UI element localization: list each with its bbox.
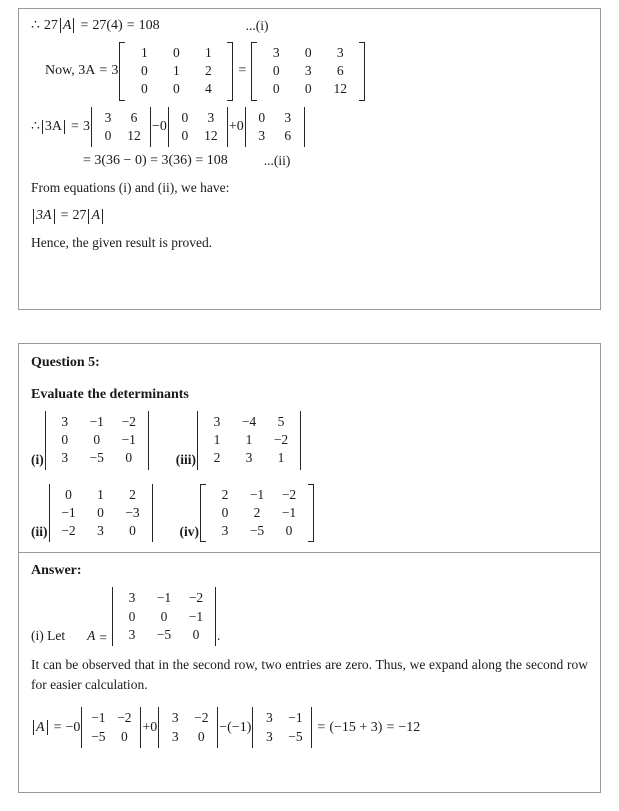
- matrix-cell: 0: [140, 81, 148, 97]
- matrix-row: [116, 626, 212, 644]
- matrix-row: [95, 109, 147, 127]
- equation-tag-ii: ...(ii): [263, 153, 291, 169]
- matrix-cell: −1: [91, 710, 106, 726]
- let-A-equation: [31, 587, 588, 646]
- matrix-cell: 1: [172, 63, 180, 79]
- matrix-cell: 1: [204, 45, 212, 60]
- matrix-row: [209, 486, 305, 504]
- minor-3: [245, 107, 305, 147]
- matrix-row: [260, 80, 356, 98]
- matrix-cell: −1: [89, 414, 104, 429]
- matrix-cell: 0: [272, 81, 280, 97]
- matrix-row: [128, 62, 224, 80]
- matrix-cell: 3: [245, 450, 253, 466]
- matrix-row: [49, 413, 145, 431]
- bracketed-result: (−15 + 3): [329, 719, 383, 735]
- minor-2: [168, 107, 228, 147]
- matrix-cell: 0: [221, 504, 229, 520]
- determinant-bar-right: [148, 411, 149, 470]
- answer-title: Answer:: [31, 563, 82, 579]
- matrix-cell: 0: [258, 109, 266, 125]
- matrix-rows: [46, 411, 148, 470]
- matrix-cell: 3: [272, 45, 280, 60]
- equation-det-3A: [31, 107, 588, 147]
- matrix-rows: [169, 107, 227, 147]
- matrix-A: [119, 42, 233, 101]
- matrix-row: [172, 109, 224, 127]
- matrix-cell: 3: [171, 728, 179, 744]
- matrix-cell: 0: [192, 626, 200, 642]
- matrix-cell: −2: [194, 710, 209, 726]
- matrix-cell: 0: [304, 81, 312, 97]
- matrix-cell: 0: [128, 608, 136, 624]
- determinant-label-iii: (iii): [175, 451, 196, 467]
- matrix-cell: −5: [91, 728, 106, 744]
- matrix-3A: [251, 42, 365, 101]
- matrix-cell: 1: [277, 450, 285, 466]
- matrix-cell: 0: [304, 45, 312, 60]
- final-minor-2: [158, 707, 218, 747]
- therefore-symbol: ∴: [31, 18, 40, 33]
- determinant-bar-right: [150, 107, 151, 147]
- matrix-cell: 3: [61, 414, 69, 429]
- matrix-cell: 0: [129, 523, 136, 539]
- term1-coefficient: 3: [82, 118, 90, 134]
- matrix-cell: −5: [288, 728, 303, 744]
- term3-sign: +0: [228, 118, 244, 134]
- matrix-A-answer: [112, 587, 216, 646]
- matrix-cell: 2: [213, 450, 221, 466]
- matrix-cell: 0: [181, 109, 189, 125]
- equals-det: =: [71, 118, 79, 134]
- matrix-row: [128, 80, 224, 98]
- determinant-i: [45, 411, 149, 470]
- matrix-row: [209, 522, 305, 540]
- matrix-cell: 0: [97, 504, 104, 520]
- equals-1: =: [80, 17, 89, 33]
- matrix-cell: −1: [61, 504, 76, 520]
- matrix-cell: 0: [140, 63, 148, 79]
- matrix-cell: −2: [273, 432, 289, 448]
- abs-A-final: A: [31, 720, 50, 736]
- matrix-cell: 0: [272, 63, 280, 79]
- matrix-cell: −5: [89, 450, 104, 466]
- matrix-rows: [198, 411, 300, 470]
- final-term2-sign: +0: [142, 719, 158, 735]
- matrix-row: [256, 728, 308, 746]
- determinant-bar-right: [304, 107, 305, 147]
- coefficient-27-b: 27: [72, 208, 87, 224]
- equals-3a-2: =: [238, 63, 247, 79]
- matrix-cell: −2: [188, 590, 204, 606]
- trailing-period: .: [216, 627, 221, 643]
- determinant-row-1: [31, 411, 588, 470]
- matrix-cell: 2: [221, 486, 229, 502]
- matrix-cell: 3: [207, 109, 215, 125]
- matrix-cell: −4: [241, 414, 257, 429]
- matrix-cell: 3: [104, 109, 112, 125]
- value-108: 108: [138, 17, 160, 33]
- bracket-right: [308, 484, 314, 543]
- final-determinant-equation: [31, 707, 588, 747]
- matrix-cell: −1: [288, 710, 303, 726]
- matrix-cell: 12: [127, 127, 141, 143]
- question-instruction: Evaluate the determinants: [31, 387, 189, 402]
- matrix-cell: 0: [104, 127, 112, 143]
- matrix-row: [260, 44, 356, 62]
- matrix-cell: −2: [117, 710, 132, 726]
- term2-sign: −0: [151, 118, 167, 134]
- matrix-row: [53, 486, 149, 504]
- question-block: [18, 343, 601, 793]
- equals-final: =: [53, 719, 62, 735]
- matrix-rows: [253, 707, 311, 747]
- matrix-cell: 3: [128, 626, 136, 642]
- determinant-ii: [49, 484, 153, 543]
- matrix-cell: 6: [284, 127, 292, 143]
- hence-text: Hence, the given result is proved.: [31, 235, 213, 251]
- equation-line-i: [31, 17, 588, 34]
- matrix-cell: 12: [333, 81, 347, 97]
- matrix-rows: [257, 42, 359, 101]
- matrix-cell: 2: [129, 486, 136, 502]
- matrix-cell: 2: [253, 504, 261, 520]
- final-minor-3: [252, 707, 312, 747]
- matrix-rows: [113, 587, 215, 646]
- final-result: −12: [398, 719, 421, 735]
- matrix-cell: 3: [266, 710, 273, 726]
- determinant-iii: [197, 411, 301, 470]
- matrix-row: [249, 127, 301, 145]
- observation-text: It can be observed that in the second row, two entries are zero. Thus, we expand along the second row for easier calculation.: [31, 656, 588, 693]
- determinant-bar-right: [152, 484, 153, 543]
- matrix-cell: −2: [61, 523, 76, 539]
- matrix-cell: 0: [285, 523, 293, 539]
- matrix-cell: 4: [204, 81, 212, 97]
- equals-final-2: =: [317, 719, 326, 735]
- determinant-label-i: (i): [31, 451, 44, 467]
- bracket-right: [359, 42, 365, 101]
- matrix-cell: −5: [156, 626, 172, 642]
- matrix-cell: −1: [156, 590, 172, 606]
- matrix-row: [85, 709, 137, 727]
- matrix-cell: 0: [197, 728, 205, 744]
- matrix-row: [260, 62, 356, 80]
- matrix-row: [201, 413, 297, 431]
- matrix-cell: 6: [130, 109, 138, 125]
- final-minor-1: [81, 707, 141, 747]
- matrix-cell: 1: [140, 45, 148, 60]
- determinant-label-ii: (ii): [31, 524, 48, 540]
- matrix-rows: [125, 42, 227, 101]
- abs-A-italic: A: [86, 208, 105, 224]
- matrix-row: [53, 504, 149, 522]
- matrix-cell: 6: [336, 63, 344, 79]
- equals-let: =: [99, 629, 107, 645]
- final-term1-sign: −0: [65, 719, 81, 735]
- bracket-right: [227, 42, 233, 101]
- matrix-cell: 0: [65, 486, 72, 502]
- matrix-cell: 0: [181, 127, 189, 143]
- equals-final-3: =: [386, 719, 395, 735]
- scalar-3: 3: [111, 63, 119, 79]
- matrix-cell: 3: [284, 109, 292, 125]
- equation-line-ii: [31, 153, 588, 169]
- matrix-rows: [246, 107, 304, 147]
- final-term3-sign: −(−1): [219, 719, 252, 735]
- matrix-row: [249, 109, 301, 127]
- matrix-row: [201, 431, 297, 449]
- matrix-cell: 0: [93, 432, 101, 448]
- abs-A: A: [58, 18, 77, 34]
- matrix-row: [85, 728, 137, 746]
- matrix-cell: 0: [160, 608, 168, 624]
- abs-3A: 3A: [40, 119, 67, 135]
- matrix-row: [53, 522, 149, 540]
- matrix-row: [172, 127, 224, 145]
- matrix-cell: 0: [61, 432, 69, 448]
- matrix-row: [116, 608, 212, 626]
- matrix-rows: [92, 107, 150, 147]
- determinant-bar-right: [227, 107, 228, 147]
- equals-3a-1: =: [99, 63, 108, 79]
- matrix-row: [49, 449, 145, 467]
- matrix-cell: −1: [249, 486, 265, 502]
- matrix-cell: 1: [213, 432, 221, 448]
- matrix-rows: [159, 707, 217, 747]
- matrix-cell: −3: [125, 504, 140, 520]
- matrix-cell: −2: [281, 486, 297, 502]
- matrix-row: [49, 431, 145, 449]
- matrix-row: [95, 127, 147, 145]
- matrix-cell: 0: [172, 45, 180, 60]
- matrix-cell: 1: [97, 486, 104, 502]
- matrix-cell: 1: [245, 432, 253, 448]
- therefore-symbol-2: ∴: [31, 119, 40, 135]
- proof-block: [18, 8, 601, 310]
- matrix-cell: 3: [128, 590, 136, 606]
- minor-1: [91, 107, 151, 147]
- equals-conclusion: =: [60, 208, 69, 224]
- matrix-rows: [82, 707, 140, 747]
- matrix-cell: −1: [121, 432, 136, 448]
- matrix-row: [162, 728, 214, 746]
- determinant-iv: [200, 484, 314, 543]
- matrix-cell: 0: [125, 450, 133, 466]
- matrix-cell: 3: [171, 710, 179, 726]
- matrix-cell: 3: [61, 450, 69, 466]
- matrix-row: [201, 449, 297, 467]
- question-title: Question 5:: [31, 355, 100, 370]
- matrix-cell: 0: [121, 728, 128, 744]
- from-equations-text: From equations (i) and (ii), we have:: [31, 180, 230, 196]
- matrix-row: [209, 504, 305, 522]
- now-3a-prefix: Now, 3A: [45, 63, 96, 79]
- determinant-bar-right: [140, 707, 141, 747]
- conclusion-equation: [31, 208, 588, 224]
- determinant-bar-right: [300, 411, 301, 470]
- matrix-row: [162, 709, 214, 727]
- matrix-cell: 12: [204, 127, 218, 143]
- result-expression: = 3(36 − 0) = 3(36) = 108: [83, 153, 228, 169]
- matrix-cell: 0: [172, 81, 180, 97]
- determinant-bar-right: [215, 587, 216, 646]
- let-label: (i) Let: [31, 627, 66, 643]
- matrix-cell: 3: [304, 63, 312, 79]
- determinant-label-iv: (iv): [179, 524, 199, 540]
- matrix-cell: 5: [277, 414, 285, 429]
- equation-tag-i: ...(i): [245, 17, 269, 33]
- matrix-cell: 3: [213, 414, 221, 429]
- matrix-cell: 3: [258, 127, 266, 143]
- matrix-cell: −2: [121, 414, 136, 429]
- matrix-rows: [50, 484, 152, 543]
- expression-27-4: 27(4): [92, 17, 123, 33]
- equals-2: =: [126, 17, 135, 33]
- determinant-row-2: [31, 484, 588, 543]
- determinant-bar-right: [217, 707, 218, 747]
- matrix-cell: −1: [281, 504, 297, 520]
- determinant-bar-right: [311, 707, 312, 747]
- matrix-cell: 3: [97, 523, 104, 539]
- variable-A: A: [87, 627, 96, 643]
- matrix-rows: [206, 484, 308, 543]
- abs-3A-italic: 3A: [31, 208, 57, 224]
- matrix-row: [116, 589, 212, 607]
- matrix-cell: 2: [204, 63, 212, 79]
- matrix-row: [128, 44, 224, 62]
- matrix-cell: 3: [221, 523, 229, 539]
- coefficient-27: 27: [43, 17, 58, 33]
- equation-3A: [31, 42, 588, 101]
- matrix-cell: 3: [336, 45, 344, 60]
- matrix-cell: 3: [266, 728, 273, 744]
- matrix-cell: −1: [188, 608, 204, 624]
- matrix-row: [256, 709, 308, 727]
- matrix-cell: −5: [249, 523, 265, 539]
